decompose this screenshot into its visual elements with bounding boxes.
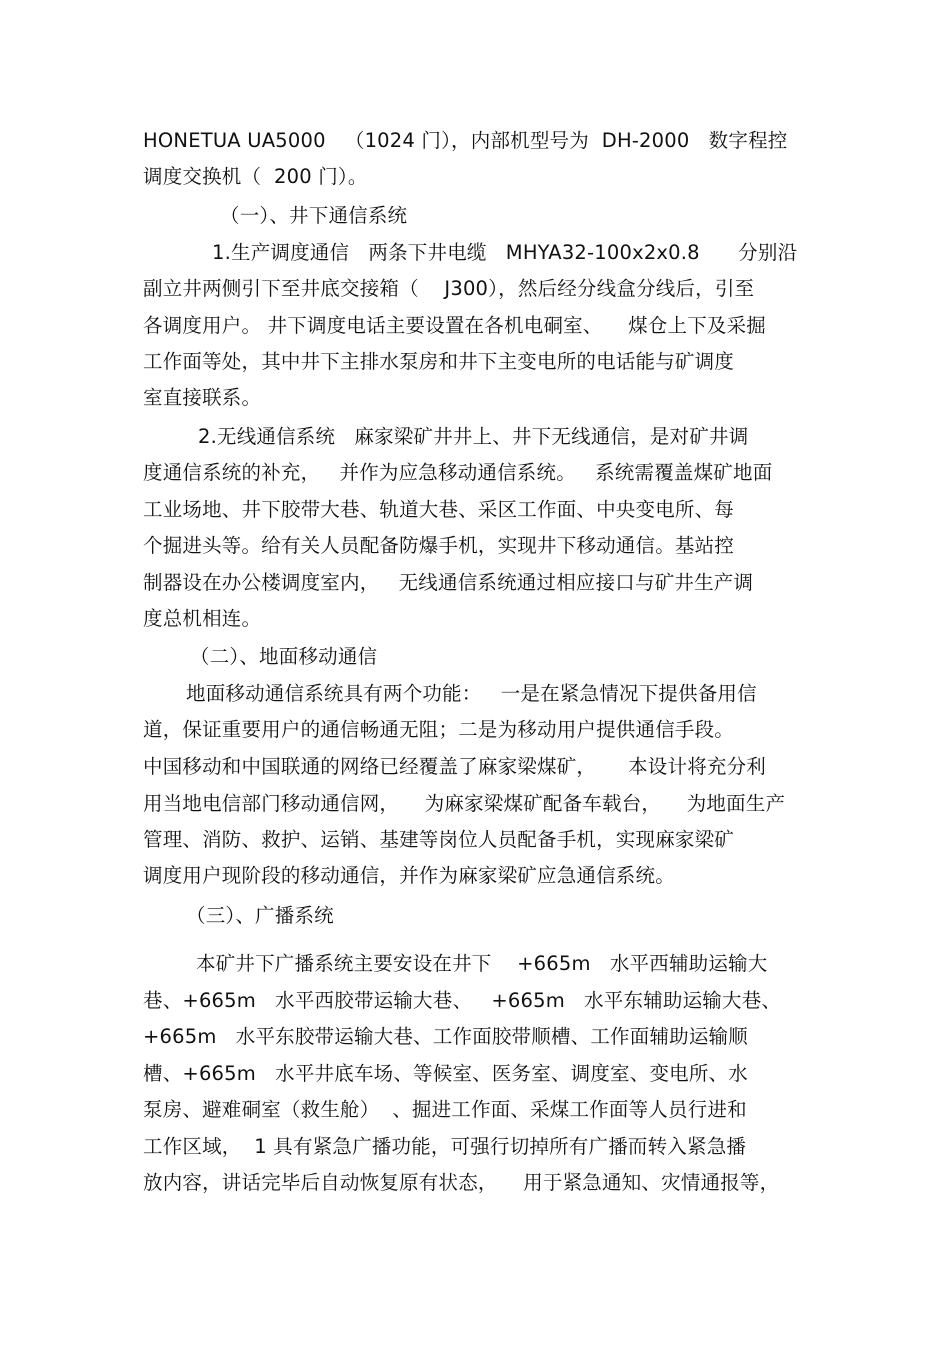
text-line: 地面移动通信系统具有两个功能： 一是在紧急情况下提供备用信 <box>186 682 757 705</box>
text-line: 1.生产调度通信 两条下井电缆 MHYA32-100x2x0.8 分别沿 <box>212 241 798 264</box>
text-line: 中国移动和中国联通的网络已经覆盖了麻家梁煤矿， 本设计将充分利 <box>143 755 766 778</box>
text-line: 泵房、避难硐室（救生舱） 、掘进工作面、采煤工作面等人员行进和 <box>143 1098 747 1121</box>
text-line: +665m 水平东胶带运输大巷、工作面胶带顺槽、工作面辅助运输顺 <box>143 1025 748 1048</box>
text-line: 2.无线通信系统 麻家梁矿井井上、井下无线通信，是对矿井调 <box>198 425 749 448</box>
text-line: HONETUA UA5000 （1024 门），内部机型号为 DH-2000 数字程控 <box>143 129 788 152</box>
text-line: 工作区域， 1 具有紧急广播功能，可强行切掉所有广播而转入紧急播 <box>143 1135 747 1158</box>
text-line: 工作面等处，其中井下主排水泵房和井下主变电所的电话能与矿调度 <box>143 350 735 373</box>
text-line: 度通信系统的补充， 并作为应急移动通信系统。 系统需覆盖煤矿地面 <box>143 461 773 484</box>
text-line: 调度交换机（ 200 门）。 <box>143 165 368 188</box>
text-line: 各调度用户。 井下调度电话主要设置在各机电硐室、 煤仓上下及采掘 <box>143 314 766 337</box>
text-line: 本矿井下广播系统主要安设在井下 +665m 水平西辅助运输大 <box>196 952 768 975</box>
text-line: 室直接联系。 <box>143 386 262 409</box>
text-line: 管理、消防、救护、运销、基建等岗位人员配备手机，实现麻家梁矿 <box>143 828 735 851</box>
text-line: 巷、+665m 水平西胶带运输大巷、 +665m 水平东辅助运输大巷、 <box>143 989 782 1012</box>
text-line: 道，保证重要用户的通信畅通无阻；二是为移动用户提供通信手段。 <box>143 718 735 741</box>
section-heading: （二）、地面移动通信 <box>190 645 378 668</box>
text-line: 个掘进头等。给有关人员配备防爆手机，实现井下移动通信。基站控 <box>143 534 735 557</box>
text-line: 副立井两侧引下至井底交接箱（ J300），然后经分线盒分线后，引至 <box>143 277 755 300</box>
text-line: 工业场地、井下胶带大巷、轨道大巷、采区工作面、中央变电所、每 <box>143 498 735 521</box>
section-heading: （一）、井下通信系统 <box>220 204 408 227</box>
text-line: 用当地电信部门移动通信网， 为麻家梁煤矿配备车载台， 为地面生产 <box>143 792 786 815</box>
text-line: 制器设在办公楼调度室内， 无线通信系统通过相应接口与矿井生产调 <box>143 571 754 594</box>
section-heading: （三）、广播系统 <box>186 904 334 927</box>
text-line: 槽、+665m 水平井底车场、等候室、医务室、调度室、变电所、水 <box>143 1062 748 1085</box>
text-line: 放内容，讲话完毕后自动恢复原有状态， 用于紧急通知、灾情通报等， <box>143 1171 780 1194</box>
text-line: 度总机相连。 <box>143 607 262 630</box>
text-line: 调度用户现阶段的移动通信，并作为麻家梁矿应急通信系统。 <box>143 864 675 887</box>
